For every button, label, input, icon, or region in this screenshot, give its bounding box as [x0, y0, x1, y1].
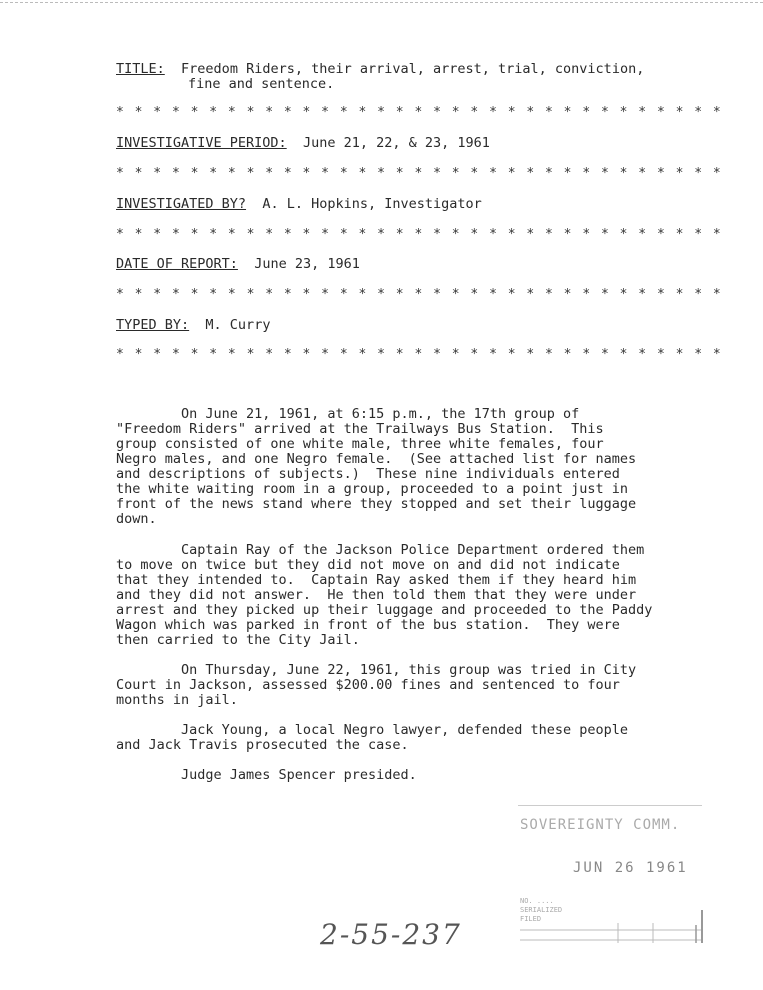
- stamp-agency: SOVEREIGNTY COMM.: [520, 817, 681, 833]
- stamp-filing: NO. .... SERIALIZED FILED: [520, 897, 563, 923]
- stamp-date: JUN 26 1961: [573, 860, 688, 876]
- date-label: DATE OF REPORT:: [116, 256, 238, 272]
- star-separator: * * * * * * * * * * * * * * * * * * * * * * * * * * * * * * * * *: [116, 105, 723, 120]
- top-edge-line: [0, 2, 763, 3]
- paragraph-arrival: On June 21, 1961, at 6:15 p.m., the 17th group of "Freedom Riders" arrived at the Trailways Bus Station. This group consisted of one white male, three white females, four Negro males, and one Negro female. (See attached list for names and descriptions of subjects.) These nine individuals entered the white waiting room in a group, proceeded to a point just in front of the news stand where they stopped and set their luggage down.: [116, 406, 637, 527]
- typed-value: M. Curry: [205, 317, 271, 333]
- paragraph-counsel: Jack Young, a local Negro lawyer, defended these people and Jack Travis prosecuted the case.: [116, 722, 629, 753]
- title-line-1: Freedom Riders, their arrival, arrest, trial, conviction,: [181, 61, 645, 77]
- investigator-value: A. L. Hopkins, Investigator: [262, 196, 482, 212]
- period-label: INVESTIGATIVE PERIOD:: [116, 135, 287, 151]
- paragraph-judge: Judge James Spencer presided.: [116, 767, 417, 783]
- star-separator: * * * * * * * * * * * * * * * * * * * * * * * * * * * * * * * * *: [116, 166, 723, 181]
- investigator-row: [116, 197, 482, 212]
- paragraph-arrest: Captain Ray of the Jackson Police Department ordered them to move on twice but they did not move on and did not indicate that they intended to. Captain Ray asked them if they heard him and they did not answer. He then told them that they were under arrest and they picked up their luggage and proceeded to the Paddy Wagon which was parked in front of the bus station. They were then carried to the City Jail.: [116, 542, 653, 648]
- handwritten-file-number: 2-55-237: [320, 918, 462, 951]
- title-label: TITLE:: [116, 61, 165, 77]
- star-separator: * * * * * * * * * * * * * * * * * * * * * * * * * * * * * * * * *: [116, 227, 723, 242]
- star-separator: * * * * * * * * * * * * * * * * * * * * * * * * * * * * * * * * *: [116, 287, 723, 302]
- title-block: [116, 62, 644, 77]
- typed-label: TYPED BY:: [116, 317, 190, 333]
- period-value: June 21, 22, & 23, 1961: [302, 135, 490, 151]
- period-row: [116, 136, 490, 151]
- paragraph-trial: On Thursday, June 22, 1961, this group was tried in City Court in Jackson, assessed $200.00 fines and sentenced to four months in jail.: [116, 662, 637, 708]
- title-line-2: fine and sentence.: [188, 76, 335, 92]
- date-value: June 23, 1961: [254, 256, 360, 272]
- investigator-label: INVESTIGATED BY?: [116, 196, 247, 212]
- typed-row: [116, 318, 270, 333]
- star-separator: * * * * * * * * * * * * * * * * * * * * * * * * * * * * * * * * *: [116, 347, 723, 362]
- date-row: [116, 257, 360, 272]
- receipt-stamp: [518, 805, 706, 945]
- stamp-lines: [518, 805, 706, 945]
